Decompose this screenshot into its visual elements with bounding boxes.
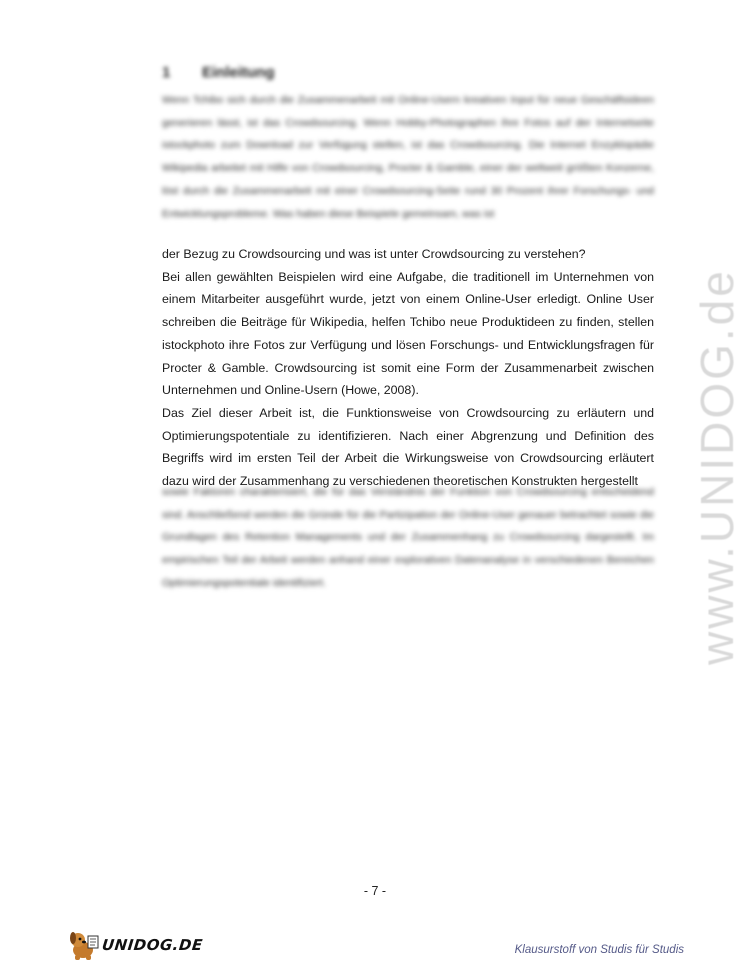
unidog-logo [66,928,203,962]
visible-text-block [162,243,654,493]
section-heading [162,64,275,81]
watermark: www.UNIDOG.de [691,268,743,665]
page-number: - 7 - [363,884,387,898]
outro-paragraph-blurred [162,481,654,595]
logo-text: UNIDOG.DE [101,936,204,954]
section-title: Einleitung [202,64,275,81]
examples-paragraph: Bei allen gewählten Beispielen wird eine Aufgabe, die traditionell im Unternehmen von einem Mitarbeiter ausgeführt wurde, jetzt von einem Online-User erledigt. Online User schreiben die Beiträge für Wikipedia, helfen Tchibo neue Produktideen zu finden, stellen istockphoto ihre Fotos zur Verfügung und lösen Forschungs- und Entwicklungsfragen für Procter & Gamble. Crowdsourcing ist somit eine Form der Zusammenarbeit zwischen Unternehmen und Online-Usern (Howe, 2008). [162,269,654,398]
outro-text: sowie Faktoren charakterisiert, die für das Verständnis der Funktion von Crowdsourcing entscheidend sind. Anschließend werden die Gründe für die Partizipation der Online-User genauer betrachtet sowie die Grundlagen des Retention Managements und der Zusammenhang zu Crowdsourcing dargestellt. Im empirischen Teil der Arbeit werden anhand einer explorativen Datenanalyse in verschiedenen Bereichen Optimierungspotentiale identifiziert. [162,486,654,589]
intro-text: Wenn Tchibo sich durch die Zusammenarbeit mit Online-Usern kreativen Input für neue Geschäftsideen generieren lässt, ist das Crowdsourcing. Wenn Hobby-Photographen ihre Fotos auf der Internetseite istockphoto zum Download zur Verfügung stellen, ist das Crowdsourcing. Die Internet Enzyklopädie Wikipedia arbeitet mit Hilfe von Crowdsourcing, Procter & Gamble, einer der weltweit größten Konzerne, löst durch die Zusammenarbeit mit einer Crowdsourcing-Seite rund 30 Prozent ihrer Forschungs- und Entwicklungsprobleme. Was haben diese Beispiele gemeinsam, was ist [162,94,654,220]
dog-icon [66,928,100,962]
goal-paragraph: Das Ziel dieser Arbeit ist, die Funktionsweise von Crowdsourcing zu erläutern und Optimierungspotentiale zu identifizieren. Nach einer Abgrenzung und Definition des Begriffs wird im ersten Teil der Arbeit die Wirkungsweise von Crowdsourcing erläutert dazu wird der Zusammenhang zu verschiedenen theoretischen Konstrukten hergestellt [162,405,654,489]
section-number: 1 [162,64,171,81]
intro-last-line: der Bezug zu Crowdsourcing und was ist unter Crowdsourcing zu verstehen? [162,247,586,261]
intro-paragraph-blurred [162,89,654,225]
footer-note: Klausurstoff von Studis für Studis [514,944,684,956]
